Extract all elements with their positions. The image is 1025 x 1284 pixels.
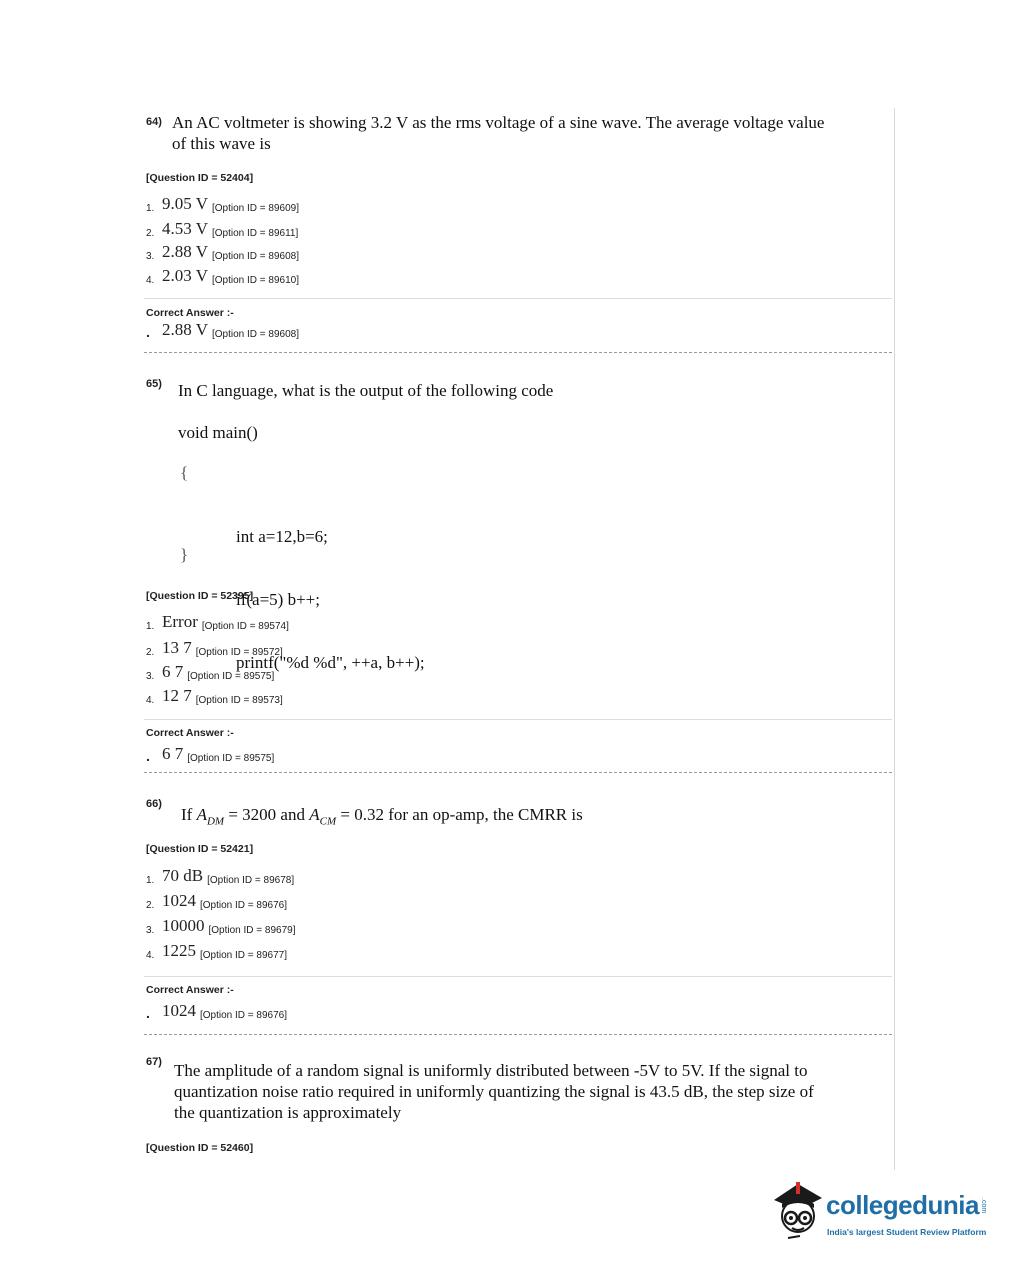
option-id: [Option ID = 89575] xyxy=(187,671,275,682)
bullet-icon: . xyxy=(146,324,150,340)
question-stem: In C language, what is the output of the following code xyxy=(178,381,554,400)
correct-answer-label: Correct Answer :- xyxy=(146,727,234,739)
option-number: 1. xyxy=(146,203,155,214)
option-number: 3. xyxy=(146,671,155,682)
stem-line: quantization noise ratio required in uniformly quantizing the signal is 43.5 dB, the step size of xyxy=(174,1082,814,1101)
question-stem xyxy=(172,112,824,154)
question-separator xyxy=(144,1034,892,1035)
stem-text: If xyxy=(181,805,197,824)
question-id: [Question ID = 52404] xyxy=(146,172,254,184)
option-value: 2.88 V xyxy=(162,242,208,261)
question-number: 65) xyxy=(146,378,162,390)
option-value: 1225 xyxy=(162,941,196,960)
option-number: 4. xyxy=(146,950,155,961)
option-number: 3. xyxy=(146,251,155,262)
question-id: [Question ID = 52460] xyxy=(146,1142,254,1154)
question-number: 66) xyxy=(146,798,162,810)
option-id: [Option ID = 89677] xyxy=(200,950,288,961)
option-3 xyxy=(146,916,296,940)
code-header: void main() xyxy=(178,423,258,442)
brand-tagline: India's largest Student Review Platform xyxy=(827,1227,987,1237)
option-id: [Option ID = 89679] xyxy=(208,925,296,936)
option-value: 70 dB xyxy=(162,866,204,885)
stem-line: An AC voltmeter is showing 3.2 V as the rms voltage of a sine wave. The average voltage value xyxy=(172,113,825,132)
option-number: 2. xyxy=(146,647,155,658)
correct-answer-label: Correct Answer :- xyxy=(146,984,234,996)
brand-name: collegedunia xyxy=(826,1190,979,1220)
option-value: 2.03 V xyxy=(162,266,208,285)
option-id: [Option ID = 89608] xyxy=(211,251,299,262)
correct-answer xyxy=(146,320,299,344)
option-id: [Option ID = 89573] xyxy=(195,695,283,706)
bullet-icon: . xyxy=(146,748,150,764)
option-id: [Option ID = 89572] xyxy=(195,647,283,658)
option-id: [Option ID = 89678] xyxy=(207,875,295,886)
stem-subscript: DM xyxy=(206,815,225,828)
stem-line: The amplitude of a random signal is uniformly distributed between -5V to 5V. If the signal to xyxy=(174,1061,808,1080)
option-2 xyxy=(146,891,287,915)
option-number: 1. xyxy=(146,621,155,632)
divider xyxy=(144,976,892,977)
brand-tld: .com xyxy=(980,1198,987,1214)
option-1 xyxy=(146,612,289,636)
question-number: 67) xyxy=(146,1056,162,1068)
option-id: [Option ID = 89609] xyxy=(211,203,299,214)
option-2 xyxy=(146,219,298,243)
stem-line: the quantization is approximately xyxy=(174,1103,402,1122)
correct-answer xyxy=(146,1001,287,1025)
option-number: 4. xyxy=(146,695,155,706)
question-separator xyxy=(144,352,892,353)
option-id: [Option ID = 89611] xyxy=(211,228,299,239)
option-value: Error xyxy=(162,612,198,631)
option-value: 12 7 xyxy=(162,686,192,705)
option-number: 3. xyxy=(146,925,155,936)
option-value: 10000 xyxy=(162,916,205,935)
code-line: if(a=5) b++; xyxy=(236,590,320,609)
question-id: [Question ID = 52421] xyxy=(146,843,254,855)
option-number: 4. xyxy=(146,275,155,286)
stem-variable: A xyxy=(309,805,320,824)
option-id: [Option ID = 89608] xyxy=(211,329,299,340)
option-4 xyxy=(146,941,287,965)
option-number: 2. xyxy=(146,900,155,911)
divider xyxy=(144,719,892,720)
code-close-brace: } xyxy=(180,545,189,564)
option-id: [Option ID = 89610] xyxy=(211,275,299,286)
stem-variable: A xyxy=(196,805,207,824)
code-open-brace: { xyxy=(180,463,189,482)
option-1 xyxy=(146,194,299,218)
question-stem xyxy=(174,1060,814,1123)
mascot-icon xyxy=(770,1178,826,1242)
question-number: 64) xyxy=(146,116,162,128)
option-id: [Option ID = 89575] xyxy=(187,753,275,764)
option-id: [Option ID = 89676] xyxy=(200,1010,288,1021)
option-1 xyxy=(146,866,294,890)
divider xyxy=(144,298,892,299)
question-id: [Question ID = 52395] xyxy=(146,590,254,602)
option-3 xyxy=(146,662,274,686)
option-3 xyxy=(146,242,299,266)
question-stem xyxy=(181,804,583,832)
option-value: 6 7 xyxy=(162,662,184,681)
option-id: [Option ID = 89574] xyxy=(201,621,289,632)
stem-text: = 0.32 for an op-amp, the CMRR is xyxy=(336,805,583,824)
option-value: 2.88 V xyxy=(162,320,208,339)
collegedunia-logo xyxy=(770,1178,1000,1248)
option-number: 1. xyxy=(146,875,155,886)
option-value: 4.53 V xyxy=(162,219,208,238)
question-sheet xyxy=(134,108,895,1170)
option-2 xyxy=(146,638,283,662)
stem-text: = 3200 and xyxy=(224,805,310,824)
code-line: printf("%d %d", ++a, b++); xyxy=(236,653,425,672)
option-4 xyxy=(146,266,299,290)
question-separator xyxy=(144,772,892,773)
option-value: 1024 xyxy=(162,1001,196,1020)
code-line: int a=12,b=6; xyxy=(236,527,328,546)
correct-answer-label: Correct Answer :- xyxy=(146,307,234,319)
stem-line: of this wave is xyxy=(172,134,271,153)
option-number: 2. xyxy=(146,228,155,239)
bullet-icon: . xyxy=(146,1005,150,1021)
correct-answer xyxy=(146,744,274,768)
option-value: 1024 xyxy=(162,891,196,910)
option-value: 9.05 V xyxy=(162,194,208,213)
option-value: 6 7 xyxy=(162,744,184,763)
option-id: [Option ID = 89676] xyxy=(200,900,288,911)
option-value: 13 7 xyxy=(162,638,192,657)
stem-subscript: CM xyxy=(319,815,337,828)
option-4 xyxy=(146,686,283,710)
